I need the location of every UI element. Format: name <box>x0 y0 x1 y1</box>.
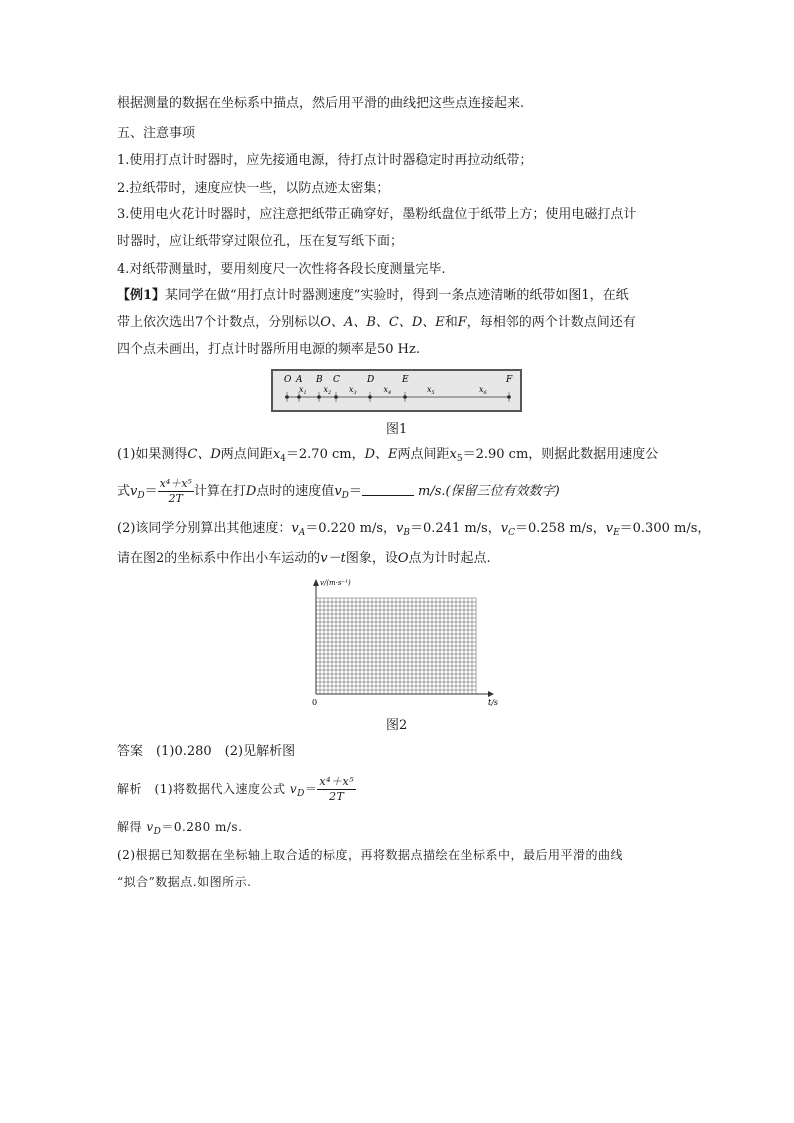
example-tag: 【例1】 <box>117 288 166 303</box>
answer-label: 答案 <box>117 744 144 759</box>
q2-line-2: 请在图2的坐标系中作出小车运动的v－t图象，设O点为计时起点. <box>117 551 491 566</box>
tape-point-label-C: C <box>333 375 340 385</box>
tape-segment-label-6: $x_6$ <box>479 385 487 396</box>
note-3-cont: 时器时，应让纸带穿过限位孔，压在复写纸下面； <box>117 234 404 249</box>
example-line-1 <box>117 287 629 305</box>
x-axis-arrow <box>488 691 494 697</box>
paper-tape-figure <box>271 369 522 412</box>
example-line-3: 四个点未画出，打点计时器所用电源的频率是50 Hz. <box>117 342 420 357</box>
q2-line-1: (2)该同学分别算出其他速度：$v_A=0.220$ m/s，$v_B=0.241$ m/s，$v_C=0.258$ m/s，$v_E=0.300$ m/s， <box>117 521 711 538</box>
note-2: 2.拉纸带时，速度应快一些，以防点迹太密集； <box>117 181 390 196</box>
figure-1-caption: 图1 <box>386 422 408 437</box>
analysis-line-1: 解析 (1)将数据代入速度公式 $v_D=$ $\frac{\text{x⁴＋x⁵}}{2T}$ <box>117 775 355 803</box>
vt-grid-figure <box>300 576 500 706</box>
tape-point-label-E: E <box>402 375 409 385</box>
note-1: 1.使用打点计时器时，应先接通电源，待打点计时器稳定时再拉动纸带； <box>117 153 533 168</box>
tape-point-label-B: B <box>316 375 323 385</box>
tape-point-label-A: A <box>296 375 303 385</box>
tape-segment-label-5: $x_5$ <box>427 385 435 396</box>
note-3: 3.使用电火花计时器时，应注意把纸带正确穿好，墨粉纸盘位于纸带上方；使用电磁打点计 <box>117 207 637 222</box>
intro-paragraph: 根据测量的数据在坐标系中描点，然后用平滑的曲线把这些点连接起来. <box>117 96 525 111</box>
analysis-line-2: 解得 $v_D=0.280$ m/s. <box>117 820 243 837</box>
section-title: 五、注意事项 <box>117 126 196 141</box>
answer-text: (1)0.280 (2)见解析图 <box>156 744 296 759</box>
q1-line-2: 式$v_D=$ $\frac{\text{x⁴＋x⁵}}{2T}$ 计算在打D点时的速度值$v_D= m/s$.(保留三位有效数字) <box>117 477 560 505</box>
tape-point-label-O: O <box>284 375 292 385</box>
answer-line <box>117 743 295 761</box>
tape-segment-label-1: $x_1$ <box>299 385 307 396</box>
analysis-formula-fraction: $\frac{\text{x⁴＋x⁵}}{2T}$ <box>319 775 355 803</box>
y-axis-label: v/(m·s⁻¹) <box>320 579 351 587</box>
velocity-formula-fraction: $\frac{\text{x⁴＋x⁵}}{2T}$ <box>159 477 192 505</box>
tape-segment-label-3: $x_3$ <box>349 385 357 396</box>
tape-point-label-D: D <box>367 375 375 385</box>
tape-segment-label-2: $x_2$ <box>323 385 332 396</box>
note-4: 4.对纸带测量时，要用刻度尺一次性将各段长度测量完毕. <box>117 262 446 277</box>
origin-label: 0 <box>312 698 318 706</box>
tape-point-label-F: F <box>506 375 513 385</box>
x-axis-label: t/s <box>488 698 499 706</box>
analysis-line-3: (2)根据已知数据在坐标轴上取合适的标度，再将数据点描绘在坐标系中，最后用平滑的曲线 <box>117 848 624 862</box>
answer-blank[interactable] <box>362 483 414 496</box>
paper-tape-drawing <box>273 371 520 410</box>
example-line-2: 带上依次选出7个计数点，分别标以O、A、B、C、D、E和F，每相邻的两个计数点间还有 <box>117 315 636 330</box>
figure-2-caption: 图2 <box>386 718 408 733</box>
tape-segment-label-4: $x_4$ <box>383 385 392 396</box>
example-text-1: 某同学在做“用打点计时器测速度”实验时，得到一条点迹清晰的纸带如图1，在纸 <box>165 288 629 303</box>
y-axis-arrow <box>313 579 319 586</box>
analysis-line-4: “拟合”数据点.如图所示. <box>117 875 252 889</box>
analysis-label: 解析 <box>117 782 143 796</box>
q1-line-1: (1)如果测得C、D两点间距$x_4=2.70$ cm，D、E两点间距$x_5=2.90$ cm，则据此数据用速度公 <box>117 447 659 464</box>
